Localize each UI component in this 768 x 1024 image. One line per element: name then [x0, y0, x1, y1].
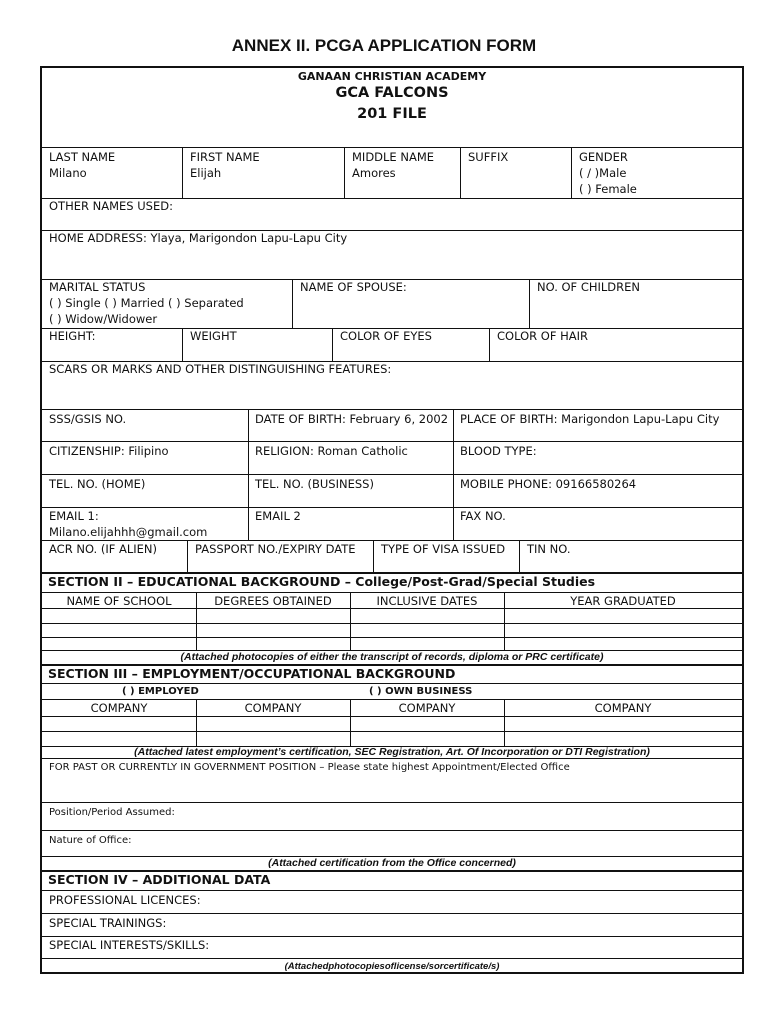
cell-border [453, 409, 454, 540]
divider [42, 830, 742, 831]
cell-border [332, 328, 333, 361]
cell-border [292, 279, 293, 328]
date-of-birth-field[interactable]: DATE OF BIRTH: February 6, 2002 [255, 412, 449, 426]
tin-label: TIN NO. [527, 542, 571, 556]
licences-label: PROFESSIONAL LICENCES: [49, 893, 201, 907]
email1-label: EMAIL 1: [49, 509, 99, 523]
last-name-label: LAST NAME [49, 150, 116, 164]
passport-label: PASSPORT NO./EXPIRY DATE [195, 542, 356, 556]
tel-home-label: TEL. NO. (HOME) [49, 477, 146, 491]
employed-option[interactable]: ( ) EMPLOYED [122, 686, 199, 697]
divider [42, 683, 742, 684]
eye-color-label: COLOR OF EYES [340, 329, 432, 343]
own-business-option[interactable]: ( ) OWN BUSINESS [369, 686, 473, 697]
height-label: HEIGHT: [49, 329, 96, 343]
section4-title: SECTION IV – ADDITIONAL DATA [48, 872, 271, 887]
trainings-label: SPECIAL TRAININGS: [49, 916, 167, 930]
cell-border [519, 540, 520, 572]
cell-border [529, 279, 530, 328]
gender-label: GENDER [579, 150, 628, 164]
last-name-value[interactable]: Milano [49, 166, 87, 180]
position-period-label: Position/Period Assumed: [49, 807, 175, 818]
first-name-value[interactable]: Elijah [190, 166, 222, 180]
marital-status-label: MARITAL STATUS [49, 280, 146, 294]
fax-label: FAX NO. [460, 509, 506, 523]
suffix-label: SUFFIX [468, 150, 509, 164]
cell-border [373, 540, 374, 572]
gender-female-option[interactable]: ( ) Female [579, 182, 637, 196]
divider [42, 731, 742, 732]
children-label: NO. OF CHILDREN [537, 280, 641, 294]
nature-of-office-label: Nature of Office: [49, 835, 132, 846]
scars-label: SCARS OR MARKS AND OTHER DISTINGUISHING FEATURES: [49, 362, 392, 376]
divider [42, 958, 742, 959]
divider [42, 716, 742, 717]
col-company: COMPANY [594, 701, 652, 715]
mobile-phone-field[interactable]: MOBILE PHONE: 09166580264 [460, 477, 637, 491]
team-name: GCA FALCONS [335, 85, 449, 101]
divider [42, 608, 742, 609]
divider [42, 802, 742, 803]
cell-border [489, 328, 490, 361]
section4-note: (Attachedphotocopiesoflicense/sorcertificate/s) [284, 961, 500, 972]
cell-border [182, 147, 183, 198]
spouse-label: NAME OF SPOUSE: [300, 280, 407, 294]
divider [42, 409, 742, 410]
section2-note: (Attached photocopies of either the transcript of records, diploma or PRC certificate) [180, 651, 604, 663]
gender-male-option[interactable]: ( / )Male [579, 166, 627, 180]
divider [42, 592, 742, 593]
citizenship-field[interactable]: CITIZENSHIP: Filipino [49, 444, 169, 458]
divider [42, 699, 742, 700]
cell-border [460, 147, 461, 198]
divider [42, 474, 742, 475]
section3-note: (Attached latest employment’s certification, SEC Registration, Art. Of Incorporation or DTI Registration) [134, 746, 650, 758]
divider [42, 913, 742, 914]
col-degrees: DEGREES OBTAINED [214, 594, 332, 608]
col-inclusive-dates: INCLUSIVE DATES [376, 594, 478, 608]
divider [42, 623, 742, 624]
sss-label: SSS/GSIS NO. [49, 412, 127, 426]
cell-border [248, 409, 249, 540]
divider [42, 441, 742, 442]
application-form [40, 66, 744, 974]
school-name: GANAAN CHRISTIAN ACADEMY [297, 70, 487, 83]
section3-note2: (Attached certification from the Office concerned) [268, 857, 516, 869]
divider [42, 147, 742, 148]
cell-border [571, 147, 572, 198]
acr-label: ACR NO. (IF ALIEN) [49, 542, 158, 556]
first-name-label: FIRST NAME [190, 150, 260, 164]
gov-position-label: FOR PAST OR CURRENTLY IN GOVERNMENT POSITION – Please state highest Appointment/Elected Office [49, 762, 570, 773]
section2-title: SECTION II – EDUCATIONAL BACKGROUND – College/Post-Grad/Special Studies [48, 574, 596, 589]
cell-border [182, 328, 183, 361]
section3-title: SECTION III – EMPLOYMENT/OCCUPATIONAL BACKGROUND [48, 666, 456, 681]
col-year-graduated: YEAR GRADUATED [570, 594, 676, 608]
other-names-label: OTHER NAMES USED: [49, 199, 173, 213]
divider [42, 637, 742, 638]
home-address-field[interactable]: HOME ADDRESS: Ylaya, Marigondon Lapu-Lapu City [49, 231, 348, 245]
col-school-name: NAME OF SCHOOL [66, 594, 172, 608]
visa-label: TYPE OF VISA ISSUED [381, 542, 506, 556]
blood-type-label: BLOOD TYPE: [460, 444, 537, 458]
form-title: ANNEX II. PCGA APPLICATION FORM [231, 36, 537, 55]
middle-name-label: MIDDLE NAME [352, 150, 435, 164]
email1-value[interactable]: Milano.elijahhh@gmail.com [49, 525, 208, 539]
col-company: COMPANY [90, 701, 148, 715]
hair-color-label: COLOR OF HAIR [497, 329, 588, 343]
middle-name-value[interactable]: Amores [352, 166, 396, 180]
col-company: COMPANY [398, 701, 456, 715]
marital-options-line2[interactable]: ( ) Widow/Widower [49, 312, 158, 326]
divider [42, 507, 742, 508]
place-of-birth-field[interactable]: PLACE OF BIRTH: Marigondon Lapu-Lapu City [460, 412, 720, 426]
cell-border [344, 147, 345, 198]
col-company: COMPANY [244, 701, 302, 715]
weight-label: WEIGHT [190, 329, 237, 343]
interests-label: SPECIAL INTERESTS/SKILLS: [49, 938, 210, 952]
religion-field[interactable]: RELIGION: Roman Catholic [255, 444, 408, 458]
marital-options-line1[interactable]: ( ) Single ( ) Married ( ) Separated [49, 296, 244, 310]
tel-business-label: TEL. NO. (BUSINESS) [255, 477, 374, 491]
file-name: 201 FILE [357, 106, 427, 122]
cell-border [187, 540, 188, 572]
divider [42, 890, 742, 891]
email2-label: EMAIL 2 [255, 509, 301, 523]
